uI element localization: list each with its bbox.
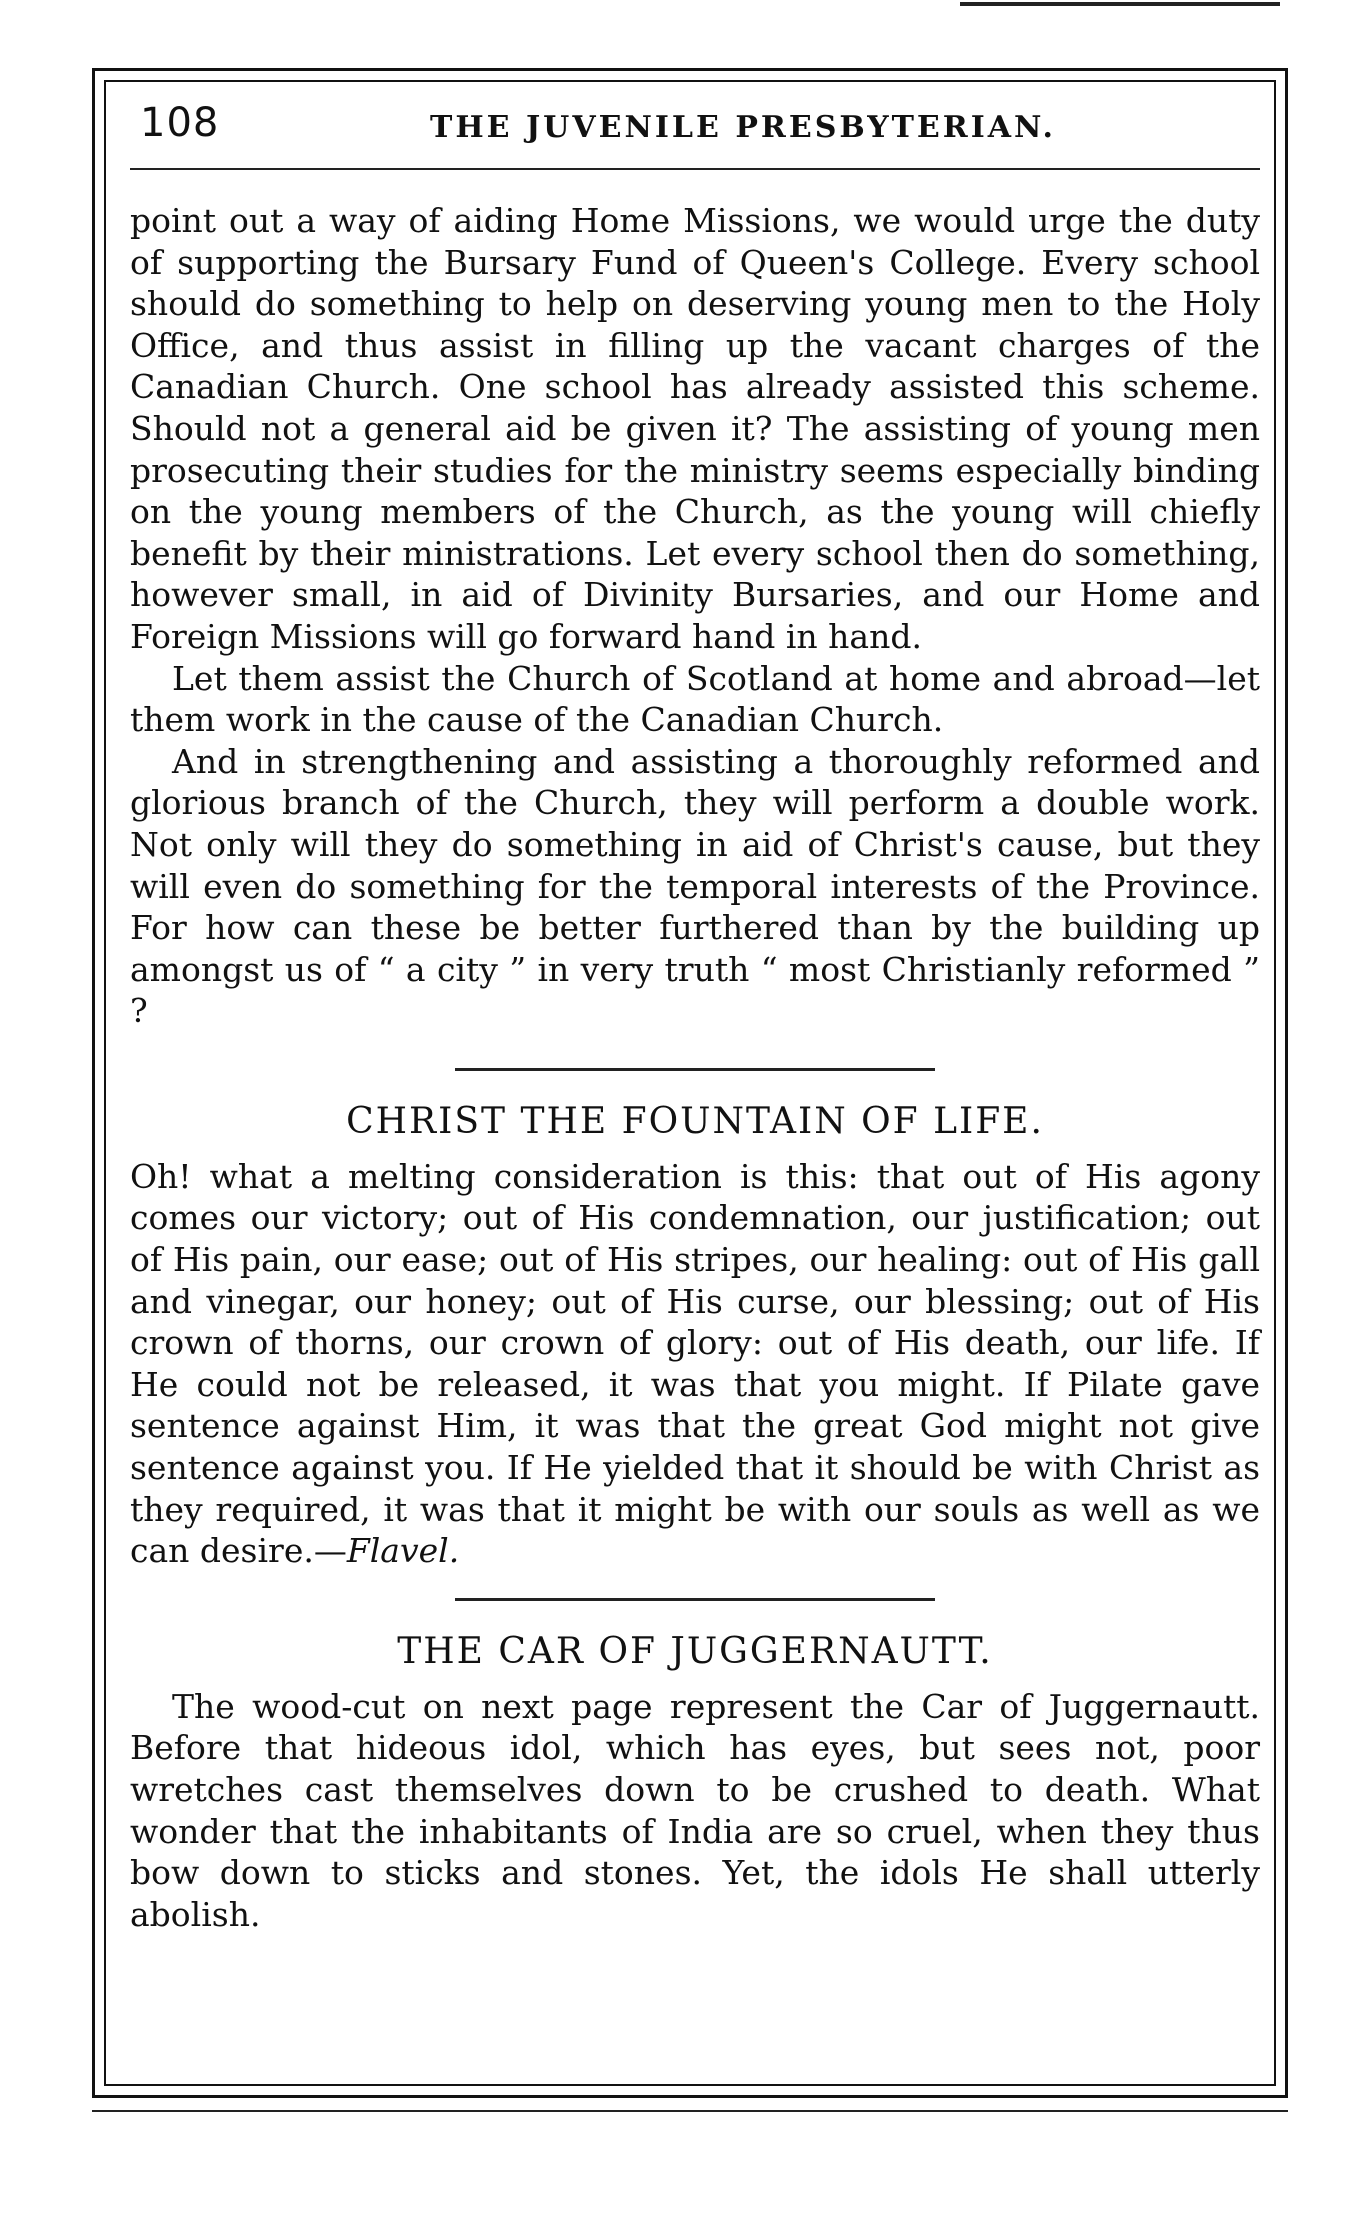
page-content: [130, 200, 1260, 1935]
section-divider: [455, 1598, 935, 1601]
section-christ-fountain: [130, 1101, 1260, 1572]
paragraph: The wood-cut on next page represent the Car of Juggernautt. Before that hideous idol, which has eyes, but sees not, poor wretches cast themselves down to be crushed to death. What wonder that the inhabitants of India are so cruel, when they thus bow down to sticks and stones. Yet, the idols He shall utterly abolish.: [130, 1686, 1260, 1934]
page-header: [130, 100, 1260, 160]
section-car-juggernautt: [130, 1631, 1260, 1936]
top-edge-rule: [960, 2, 1280, 6]
bottom-edge-rule: [92, 2110, 1288, 2112]
section-title: THE CAR OF JUGGERNAUTT.: [397, 1630, 993, 1672]
author-attribution: Flavel.: [346, 1531, 460, 1571]
section-title: CHRIST THE FOUNTAIN OF LIFE.: [346, 1100, 1044, 1142]
paragraph: And in strengthening and assisting a thoroughly reformed and glorious branch of the Church, they will perform a double work. Not only will they do something in aid of Christ's cause, but they will even do something for the temporal interests of the Province. For how can these be better furthered than by the building up amongst us of “ a city ” in very truth “ most Christianly reformed ” ?: [130, 741, 1260, 1031]
paragraph: point out a way of aiding Home Missions, we would urge the duty of supporting the Bursary Fund of Queen's College. Every school should do something to help on deserving young men to the Holy Office, and thus assist in filling up the vacant charges of the Canadian Church. One school has already assisted this scheme. Should not a general aid be given it? The assisting of young men prosecuting their studies for the ministry seems especially binding on the young members of the Church, as the young will chiefly benefit by their ministrations. Let every school then do something, however small, in aid of Divinity Bursaries, and our Home and Foreign Missions will go forward hand in hand.: [130, 201, 1260, 656]
page-number: 108: [140, 100, 220, 146]
running-title: THE JUVENILE PRESBYTERIAN.: [430, 110, 1056, 145]
header-rule: [130, 168, 1260, 170]
paragraph-text: Oh! what a melting consideration is this: that out of His agony comes our victory; out of His condemnation, our justification; out of His pain, our ease; out of His stripes, our healing: out of His gall and vinegar, our honey; out of His curse, our blessing; out of His crown of thorns, our crown of glory: out of His death, our life. If He could not be released, it was that you might. If Pilate gave sentence against Him, it was that the great God might not give sentence against you. If He yielded that it should be with Christ as they required, it was that it might be with our souls as well as we can desire.—: [130, 1156, 1260, 1571]
paragraph: [130, 1156, 1260, 1572]
section-bursary-continuation: [130, 200, 1260, 1032]
paragraph: Let them assist the Church of Scotland at home and abroad—let them work in the cause of the Canadian Church.: [130, 658, 1260, 740]
section-divider: [455, 1068, 935, 1071]
